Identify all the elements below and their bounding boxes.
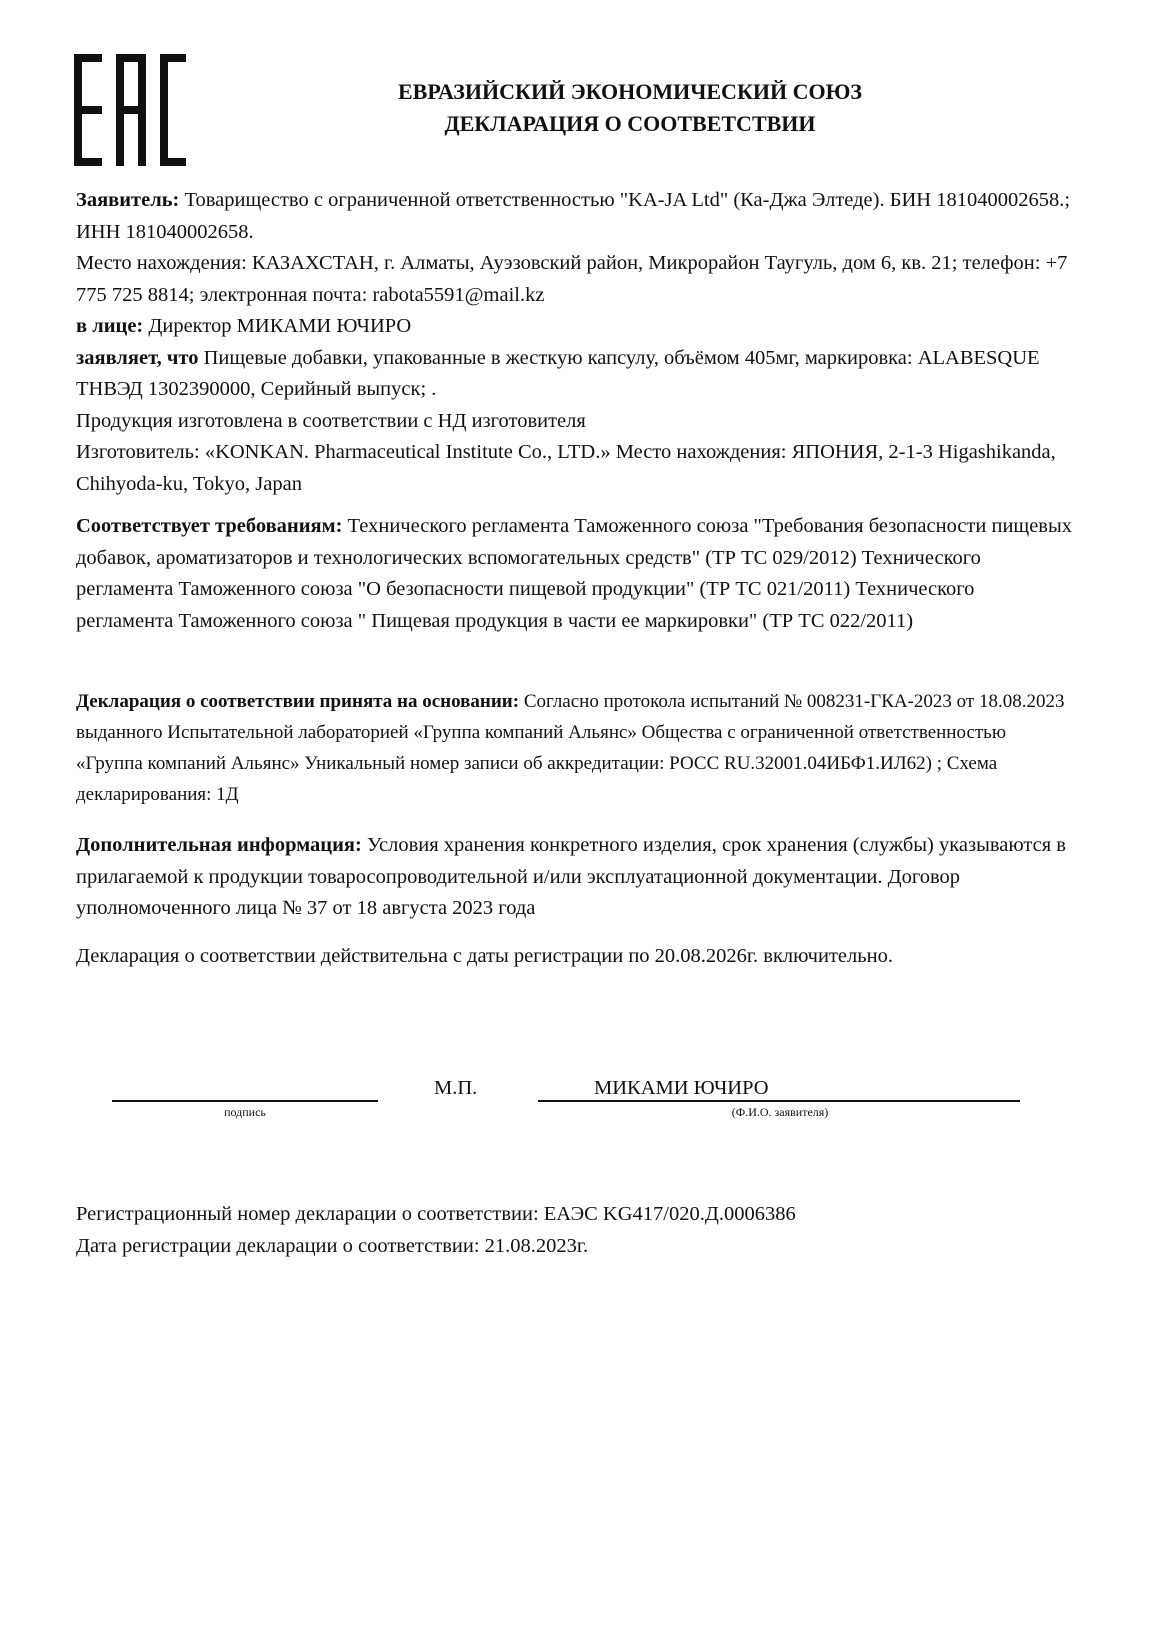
manufacturer-text: Изготовитель: «KONKAN. Pharmaceutical Institute Co., LTD.» Место нахождения: ЯПОНИЯ, 2-1-3 Higashikanda, Chihyoda-ku, Tokyo, Japan [76, 441, 1056, 495]
basis-label: Декларация о соответствии принята на основании: [76, 691, 520, 712]
registration-number: Регистрационный номер декларации о соответствии: ЕАЭС KG417/020.Д.0006386 [76, 1203, 796, 1225]
additional-text: Условия хранения конкретного изделия, срок хранения (службы) указываются в прилагаемой к продукции товаросопроводительной и/или эксплуатационной документации. Договор уполномоченного лица № 37 от 18 августа 2023 года [76, 834, 1066, 919]
stamp-placeholder: М.П. [434, 1077, 478, 1099]
applicant-label: Заявитель: [76, 189, 180, 211]
additional-section [76, 830, 1076, 925]
requirements-text: Технического регламента Таможенного союза "Требования безопасности пищевых добавок, ароматизаторов и технологических вспомогательных средств" (ТР ТС 029/2012) Технического регламента Таможенного союза "О безопасности пищевой продукции" (ТР ТС 021/2011) Технического регламента Таможенного союза " Пищевая продукция в части ее маркировки" (ТР ТС 022/2011) [76, 515, 1073, 632]
requirements-section [76, 511, 1076, 637]
requirements-label: Соответствует требованиям: [76, 515, 343, 537]
applicant-person [76, 311, 1076, 343]
person-label: в лице: [76, 315, 144, 337]
header-union-title: ЕВРАЗИЙСКИЙ ЭКОНОМИЧЕСКИЙ СОЮЗ [397, 79, 863, 104]
person-text: Директор МИКАМИ ЮЧИРО [143, 315, 412, 337]
applicant-paragraph [76, 185, 1076, 248]
applicant-location: Место нахождения: КАЗАХСТАН, г. Алматы, Ауэзовский район, Микрорайон Таугуль, дом 6, кв. 21; телефон: +7 775 725 8814; электронная почта: rabota5591@mail.kz [76, 252, 1068, 306]
document-header [330, 76, 930, 140]
registration-date: Дата регистрации декларации о соответствии: 21.08.2023г. [76, 1234, 589, 1257]
eac-logo [74, 54, 186, 166]
signature-caption: подпись [224, 1105, 266, 1119]
declares-text: Пищевые добавки, упакованные в жесткую капсулу, объёмом 405мг, маркировка: ALABESQUE ТНВЭД 1302390000, Серийный выпуск; . [76, 346, 1040, 400]
applicant-name: МИКАМИ ЮЧИРО [594, 1077, 769, 1099]
header-declaration-title: ДЕКЛАРАЦИЯ О СООТВЕТСТВИИ [444, 111, 816, 136]
validity-text: Декларация о соответствии действительна с даты регистрации по 20.08.2026г. включительно. [76, 945, 893, 967]
applicant-text: Товарищество с ограниченной ответственностью "KA-JA Ltd" (Ка-Джа Элтеде). БИН 181040002658.; ИНН 181040002658. [76, 189, 1071, 243]
additional-label: Дополнительная информация: [76, 834, 362, 856]
declares-label: заявляет, что [76, 346, 199, 369]
registration-section [76, 1199, 1076, 1262]
name-caption: (Ф.И.О. заявителя) [731, 1105, 829, 1119]
basis-section [76, 686, 1076, 810]
basis-text: Согласно протокола испытаний № 008231-ГКА-2023 от 18.08.2023 выданного Испытательной лабораторией «Группа компаний Альянс» Общества с ограниченной ответственностью «Группа компаний Альянс» Уникальный номер записи об аккредитации: РОСС RU.32001.04ИБФ1.ИЛ62) ; Схема декларирования: 1Д [76, 691, 1065, 805]
applicant-section [76, 185, 1076, 500]
signature-line [112, 1100, 378, 1102]
declares-paragraph [76, 343, 1076, 406]
produced-text: Продукция изготовлена в соответствии с НД изготовителя [76, 409, 586, 432]
name-line [538, 1100, 1020, 1102]
validity-section [76, 941, 1076, 973]
